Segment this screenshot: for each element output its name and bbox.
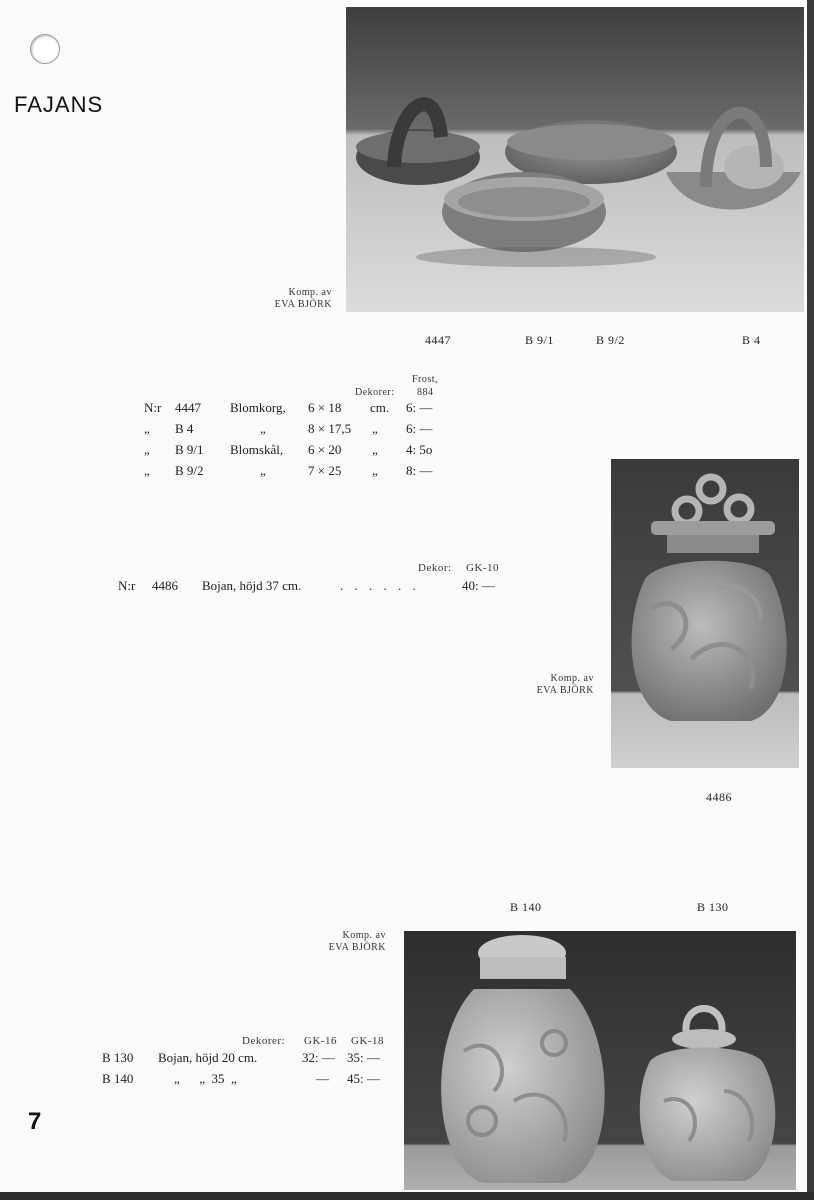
table-row	[102, 1050, 397, 1071]
table-row	[140, 463, 460, 484]
table3-header-gk16: GK-16	[304, 1035, 338, 1047]
table3-header-dekorer: Dekorer:	[242, 1035, 286, 1047]
credit-photo2	[480, 673, 594, 697]
credit-photo1-line2: EVA BJÖRK	[274, 299, 332, 310]
photo1-caption-b9-1: B 9/1	[525, 333, 554, 347]
photo-jar-4486-image	[611, 459, 799, 768]
row-name: Blomkorg,	[230, 400, 286, 415]
row-prefix: „	[144, 463, 150, 478]
item2-prefix: N:r	[118, 578, 136, 593]
photo3-caption-b140: B 140	[510, 900, 542, 914]
page-edge-bottom	[0, 1192, 814, 1200]
row-unit: „	[372, 442, 378, 457]
page-edge-right	[807, 0, 814, 1200]
page-number: 7	[28, 1108, 42, 1135]
photo2-caption-4486: 4486	[706, 790, 732, 804]
section-title: FAJANS	[14, 92, 104, 117]
table-row	[140, 421, 460, 442]
photo-jars-b140-b130-image	[404, 931, 796, 1190]
table1-header-frost	[405, 374, 445, 386]
row-number: B 130	[102, 1050, 134, 1065]
item2-dekor-code: GK-10	[466, 562, 500, 574]
row-price: 8: —	[406, 463, 433, 478]
row-unit: „	[372, 421, 378, 436]
credit-photo2-line1: Komp. av	[550, 673, 594, 684]
row-unit: cm.	[370, 400, 390, 415]
photo-baskets-bowls-image	[346, 7, 804, 312]
item2-dots: . . . . . .	[340, 578, 420, 593]
punch-hole	[30, 34, 60, 64]
credit-photo3-line1: Komp. av	[342, 930, 386, 941]
table1	[140, 400, 460, 484]
photo1-caption-4447: 4447	[425, 333, 451, 347]
row-number: B 4	[175, 421, 194, 436]
table-row	[140, 442, 460, 463]
table1-header-frost-line1: Frost,	[411, 374, 439, 385]
table3-header-gk18: GK-18	[351, 1035, 385, 1047]
row-price-gk16: —	[316, 1071, 329, 1086]
row-description: „ „ 35 „	[174, 1071, 237, 1086]
row-price: 6: —	[406, 400, 433, 415]
row-name: Blomskål,	[230, 442, 284, 457]
table1-header-dekorer: Dekorer:	[355, 387, 395, 398]
row-price-gk18: 45: —	[347, 1071, 380, 1086]
item2-description: Bojan, höjd 37 cm.	[202, 578, 302, 593]
credit-photo2-line2: EVA BJÖRK	[536, 685, 594, 696]
table1-header-frost-code: 884	[417, 387, 434, 398]
item2-dekor-label: Dekor:	[418, 562, 452, 574]
photo-baskets-bowls	[346, 7, 804, 312]
row-size: 8 × 17,5	[308, 421, 352, 436]
row-price-gk16: 32: —	[302, 1050, 335, 1065]
row-description: Bojan, höjd 20 cm.	[158, 1050, 258, 1065]
row-number: B 9/2	[175, 463, 204, 478]
row-number: B 140	[102, 1071, 134, 1086]
photo-jar-4486	[611, 459, 799, 768]
photo3-caption-b130: B 130	[697, 900, 729, 914]
photo1-caption-b4: B 4	[742, 333, 761, 347]
credit-photo1-line1: Komp. av	[288, 287, 332, 298]
row-number: 4447	[175, 400, 201, 415]
row-size: 6 × 18	[308, 400, 342, 415]
row-size: 6 × 20	[308, 442, 342, 457]
table-row	[102, 1071, 397, 1092]
table-row	[140, 400, 460, 421]
row-price: 6: —	[406, 421, 433, 436]
row-unit: „	[372, 463, 378, 478]
item2-row	[118, 578, 508, 598]
credit-photo3	[280, 930, 386, 954]
credit-photo3-line2: EVA BJÖRK	[328, 942, 386, 953]
row-name: „	[260, 421, 266, 436]
photo1-caption-b9-2: B 9/2	[596, 333, 625, 347]
item2-number: 4486	[152, 578, 178, 593]
credit-photo1	[220, 287, 332, 311]
row-prefix: „	[144, 421, 150, 436]
row-price: 4: 5o	[406, 442, 433, 457]
table3	[102, 1050, 397, 1092]
item2-price: 40: —	[462, 578, 495, 593]
photo-jars-b140-b130	[404, 931, 796, 1190]
row-price-gk18: 35: —	[347, 1050, 380, 1065]
row-prefix: „	[144, 442, 150, 457]
row-size: 7 × 25	[308, 463, 342, 478]
row-number: B 9/1	[175, 442, 204, 457]
row-prefix: N:r	[144, 400, 162, 415]
row-name: „	[260, 463, 266, 478]
